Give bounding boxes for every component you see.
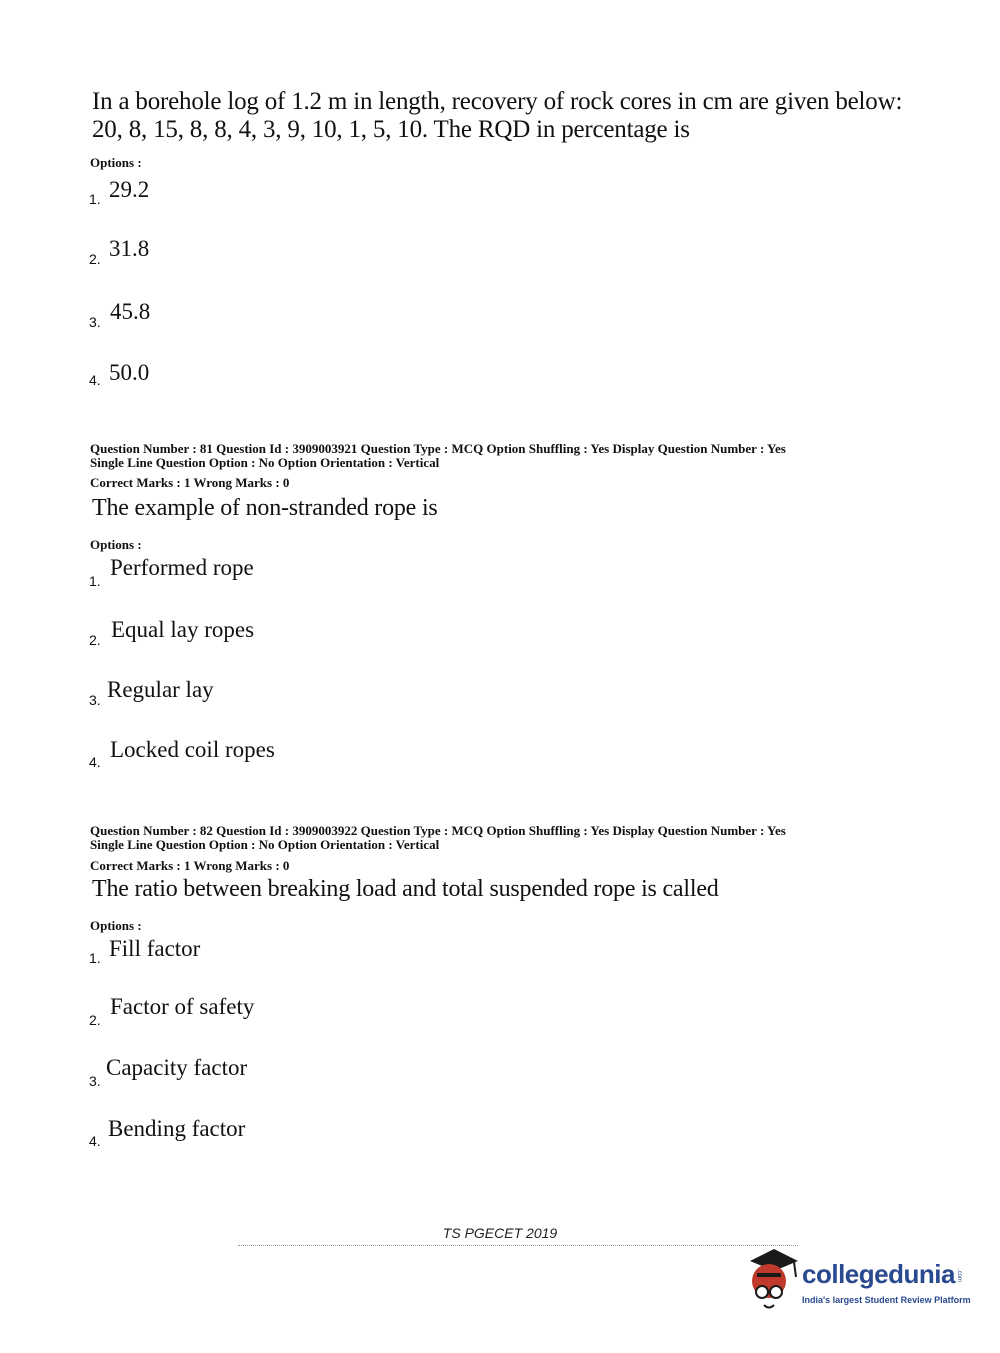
question-meta-line2: Single Line Question Option : No Option Orientation : Vertical <box>90 455 440 470</box>
option-text: Locked coil ropes <box>110 737 275 762</box>
option-text: 29.2 <box>109 177 150 202</box>
option-number: 1. <box>89 950 101 966</box>
option-text: Bending factor <box>108 1116 246 1141</box>
question-text: The example of non-stranded rope is <box>92 495 438 521</box>
question-meta-line1: Question Number : 81 Question Id : 3909003921 Question Type : MCQ Option Shuffling : Yes Display Question Number : Yes <box>90 441 786 456</box>
logo-suffix: .com <box>956 1269 962 1283</box>
option-number: 4. <box>89 1133 101 1149</box>
option-text: 45.8 <box>110 299 151 324</box>
logo-wordmark: collegedunia <box>802 1259 955 1289</box>
option-number: 3. <box>89 692 101 708</box>
question-marks: Correct Marks : 1 Wrong Marks : 0 <box>90 475 290 490</box>
footer-exam-name: TS PGECET 2019 <box>442 1225 558 1241</box>
option-text: Capacity factor <box>106 1055 248 1080</box>
question-meta-line1: Question Number : 82 Question Id : 3909003922 Question Type : MCQ Option Shuffling : Yes Display Question Number : Yes <box>90 823 786 838</box>
question-meta-line2: Single Line Question Option : No Option Orientation : Vertical <box>90 837 440 852</box>
question-text-line1: In a borehole log of 1.2 m in length, recovery of rock cores in cm are given below: <box>92 88 903 115</box>
option-number: 4. <box>89 754 101 770</box>
collegedunia-logo[interactable] <box>740 1247 970 1317</box>
option-number: 2. <box>89 251 101 267</box>
question-text-line2: 20, 8, 15, 8, 8, 4, 3, 9, 10, 1, 5, 10. The RQD in percentage is <box>92 116 690 143</box>
option-text: 31.8 <box>109 236 150 261</box>
options-label: Options : <box>90 918 142 933</box>
option-text: Fill factor <box>109 936 201 961</box>
option-number: 1. <box>89 573 101 589</box>
option-text: Regular lay <box>107 677 214 702</box>
question-marks: Correct Marks : 1 Wrong Marks : 0 <box>90 858 290 873</box>
option-number: 2. <box>89 632 101 648</box>
option-text: Factor of safety <box>110 994 255 1019</box>
option-number: 3. <box>89 314 101 330</box>
logo-tagline: India's largest Student Review Platform <box>802 1295 971 1305</box>
footer-divider <box>238 1245 798 1248</box>
option-number: 2. <box>89 1012 101 1028</box>
option-number: 1. <box>89 191 101 207</box>
question-text: The ratio between breaking load and total suspended rope is called <box>92 876 719 902</box>
option-text: Performed rope <box>110 555 254 580</box>
graduate-mascot-icon <box>740 1247 802 1313</box>
options-label: Options : <box>90 537 142 552</box>
options-label: Options : <box>90 155 142 170</box>
option-number: 4. <box>89 372 101 388</box>
option-number: 3. <box>89 1073 101 1089</box>
option-text: Equal lay ropes <box>111 617 255 642</box>
option-text: 50.0 <box>109 360 150 385</box>
